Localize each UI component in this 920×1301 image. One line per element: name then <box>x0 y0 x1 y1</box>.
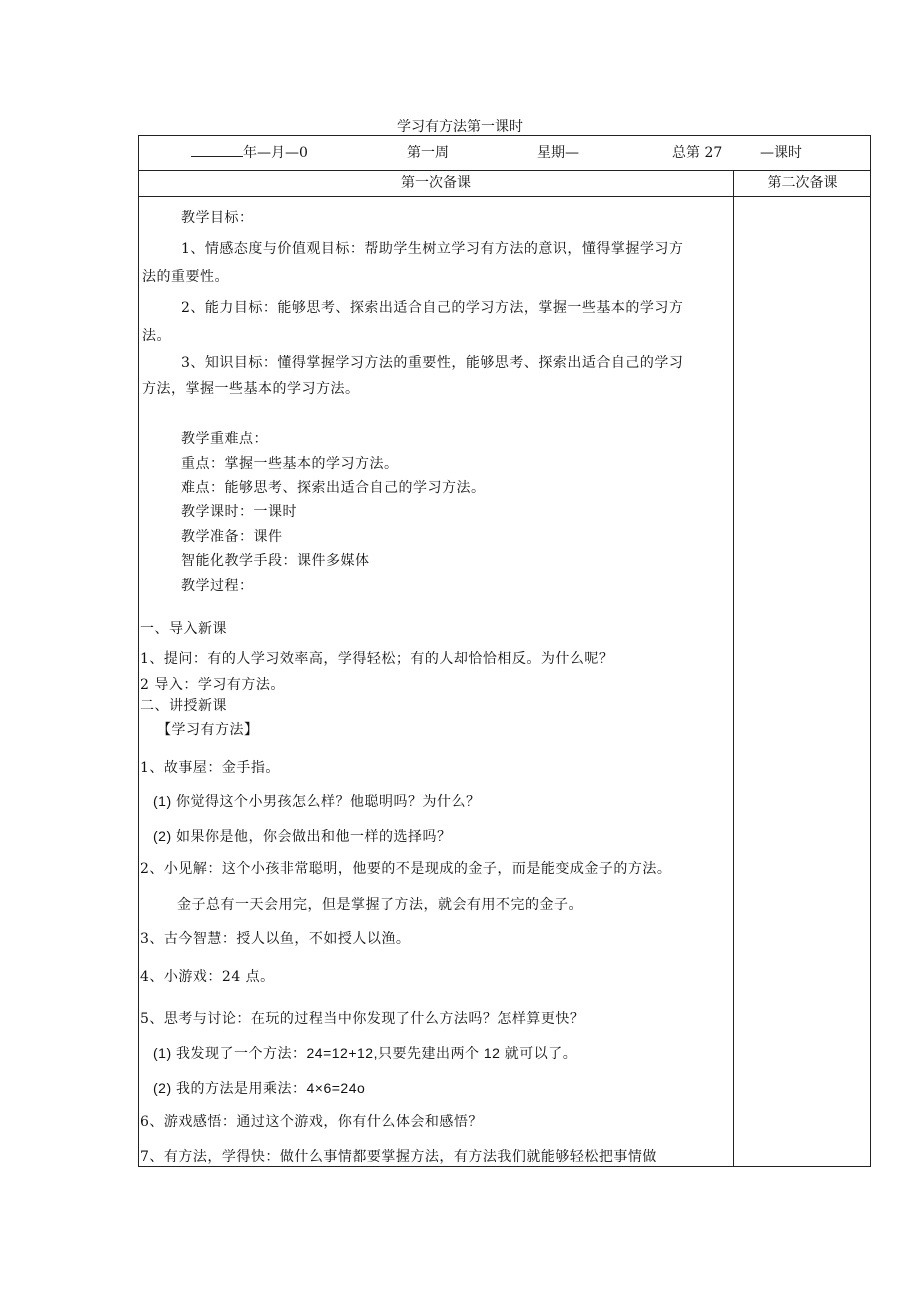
text-line: 难点：能够思考、探索出适合自己的学习方法。 <box>181 480 486 496</box>
text-line: 3、古今智慧：授人以鱼，不如授人以渔。 <box>140 931 411 947</box>
weekday-label: 星期— <box>537 145 579 161</box>
week-label: 第一周 <box>407 145 449 161</box>
second-prep-header: 第二次备课 <box>767 175 838 191</box>
text-line: 1、故事屋：金手指。 <box>140 760 280 776</box>
text-line: 【学习有方法】 <box>157 722 259 738</box>
date-field <box>191 136 308 170</box>
first-prep-header: 第一次备课 <box>401 175 471 191</box>
date-blank <box>191 142 243 157</box>
text-line: 5、思考与讨论：在玩的过程当中你发现了什么方法吗？怎样算更快？ <box>140 1011 585 1027</box>
total-label: 总第 27 <box>672 145 723 161</box>
text-line: 智能化教学手段：课件多媒体 <box>181 553 370 569</box>
text-line: 金子总有一天会用完，但是掌握了方法，就会有用不完的金子。 <box>177 897 583 913</box>
text-line: 教学目标： <box>181 210 254 226</box>
lesson-plan-table <box>138 135 871 1167</box>
column-divider <box>733 170 734 1166</box>
text-line: 6、游戏感悟：通过这个游戏，你有什么体会和感悟？ <box>140 1114 483 1130</box>
text-line: 法。 <box>142 328 171 344</box>
text-line: 方法，掌握一些基本的学习方法。 <box>142 381 360 397</box>
text-line: 1、情感态度与价值观目标：帮助学生树立学习有方法的意识，懂得掌握学习方 <box>181 241 684 257</box>
section-heading: 一、导入新课 <box>140 621 227 637</box>
text-line: 教学重难点： <box>181 431 268 447</box>
text-line: 2、小见解：这个小孩非常聪明，他要的不是现成的金子，而是能变成金子的方法。 <box>140 861 672 877</box>
list-item: (1) 你觉得这个小男孩怎么样？他聪明吗？为什么？ <box>153 793 481 809</box>
text-line: 教学过程： <box>181 578 254 594</box>
text-line: 教学准备：课件 <box>181 529 283 545</box>
divider <box>139 196 870 197</box>
text-line: 2 导入：学习有方法。 <box>140 677 285 693</box>
text-line: 4、小游戏：24 点。 <box>140 969 275 985</box>
text-line: 3、知识目标：懂得掌握学习方法的重要性，能够思考、探索出适合自己的学习 <box>181 355 684 371</box>
text-line: 重点：掌握一些基本的学习方法。 <box>181 456 399 472</box>
text-line: 7、有方法，学得快：做什么事情都要掌握方法，有方法我们就能够轻松把事情做 <box>140 1149 657 1165</box>
list-item: (1) 我发现了一个方法：24=12+12,只要先建出两个 12 就可以了。 <box>153 1045 578 1061</box>
text-line: 教学课时：一课时 <box>181 504 297 520</box>
text-line: 1、提问：有的人学习效率高，学得轻松；有的人却恰恰相反。为什么呢？ <box>140 651 614 667</box>
text-line: 2、能力目标：能够思考、探索出适合自己的学习方法，掌握一些基本的学习方 <box>181 300 684 316</box>
section-heading: 二、讲授新课 <box>140 698 227 714</box>
text-line: 法的重要性。 <box>142 269 229 285</box>
page-title: 学习有方法第一课时 <box>397 119 523 135</box>
list-item: (2) 我的方法是用乘法：4×6=24o <box>153 1080 366 1096</box>
date-label: 年—月—0 <box>243 145 308 161</box>
lesson-count-label: —课时 <box>760 145 802 161</box>
list-item: (2) 如果你是他，你会做出和他一样的选择吗？ <box>153 828 452 844</box>
